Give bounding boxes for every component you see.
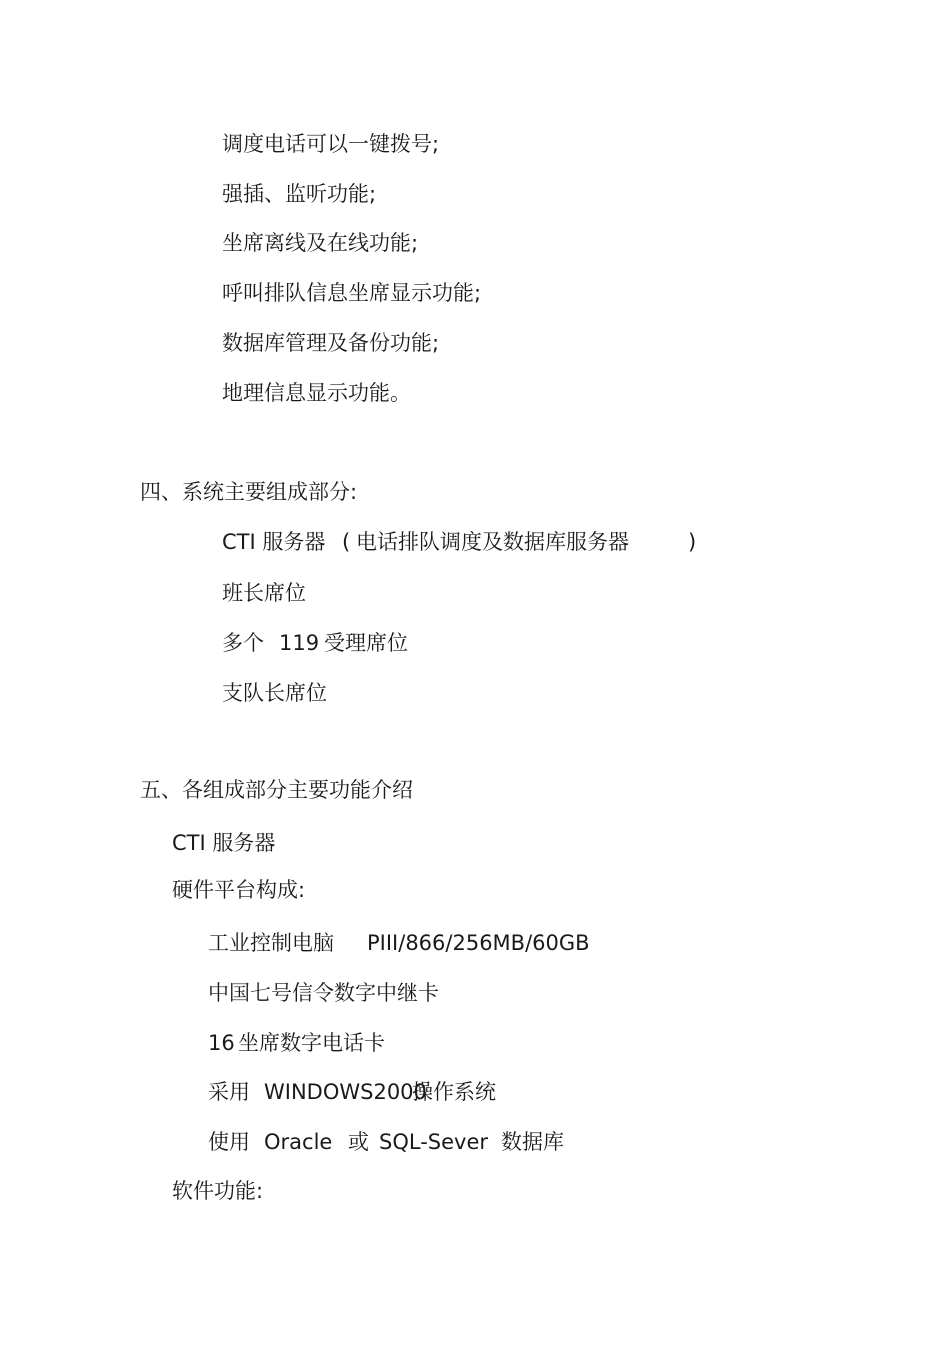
hardware-os [208,1079,528,1105]
cti-server-paren-open: ( [342,530,351,554]
hardware-phone-card-text: 坐席数字电话卡 [238,1031,385,1055]
cti-server-item [222,529,702,555]
cti-server-desc: 电话排队调度及数据库服务器 [356,530,629,554]
hardware-db-oracle: Oracle [264,1130,333,1154]
multi-seat-number: 119 [279,631,320,655]
monitor-seat-item: 班长席位 [222,581,306,605]
hardware-title: 硬件平台构成: [172,878,306,902]
hardware-os-suffix: 操作系统 [412,1080,496,1104]
hardware-db-prefix: 使用 [208,1130,250,1154]
feature-item-seat-status: 坐席离线及在线功能; [222,231,419,255]
feature-item-intercept: 强插、监听功能; [222,182,377,206]
multi-seat-suffix: 受理席位 [324,631,408,655]
feature-item-database: 数据库管理及备份功能; [222,331,440,355]
hardware-pc-label: 工业控制电脑 [208,931,334,955]
hardware-db [208,1129,608,1155]
multi-seat-prefix: 多个 [222,631,264,655]
hardware-phone-card [208,1030,428,1056]
section5-subheading: CTI 服务器 [172,831,276,855]
hardware-pc [208,930,608,956]
hardware-db-or: 或 [348,1130,369,1154]
cti-server-paren-close: ) [688,530,697,554]
hardware-db-sqlserver: SQL-Sever [379,1130,488,1154]
captain-seat-item: 支队长席位 [222,681,327,705]
feature-item-queue-display: 呼叫排队信息坐席显示功能; [222,281,482,305]
cti-server-name: CTI 服务器 [222,530,326,554]
hardware-db-suffix: 数据库 [501,1130,564,1154]
section5-heading: 五、各组成部分主要功能介绍 [140,778,413,802]
hardware-phone-card-number: 16 [208,1031,235,1055]
feature-item-geo: 地理信息显示功能。 [222,381,411,405]
hardware-trunk-card: 中国七号信令数字中继卡 [208,981,439,1005]
feature-item-dial: 调度电话可以一键拨号; [222,132,440,156]
section4-heading: 四、系统主要组成部分: [140,480,358,504]
hardware-pc-spec: PIII/866/256MB/60GB [367,931,590,955]
hardware-os-name: WINDOWS2000 [264,1080,427,1104]
hardware-os-prefix: 采用 [208,1080,250,1104]
software-title: 软件功能: [172,1179,264,1203]
multi-seat-item [222,630,422,656]
